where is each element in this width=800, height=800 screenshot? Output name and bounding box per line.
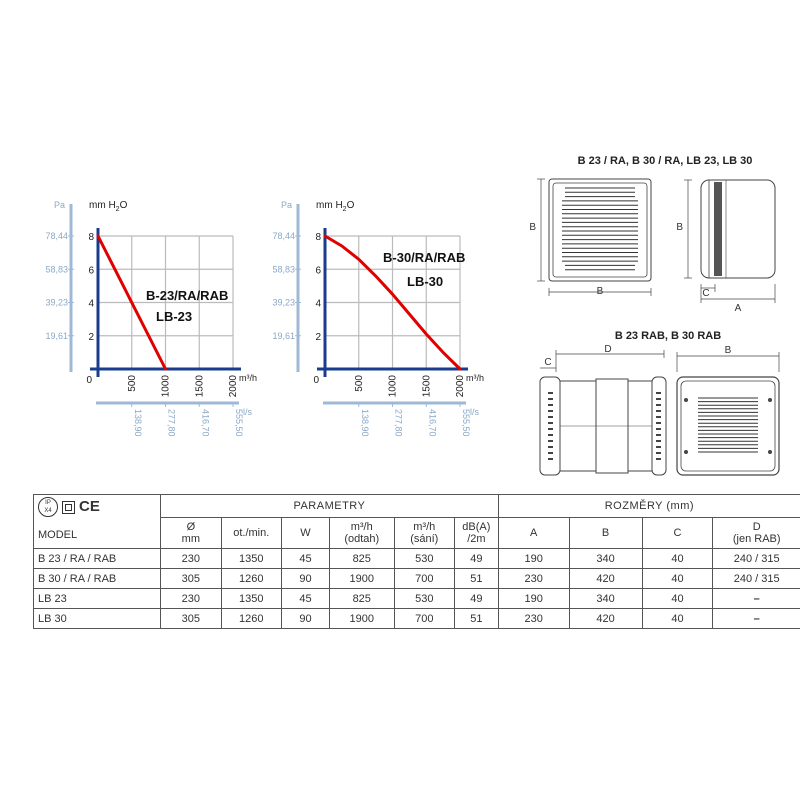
origin-label: 0	[313, 375, 319, 386]
vent-hole	[548, 398, 553, 400]
value-cell: –	[713, 589, 800, 609]
y-tick-label: 8	[315, 232, 321, 243]
y-tick-label: 2	[88, 331, 94, 343]
ls-tick-label: 277,80	[393, 409, 404, 437]
column-header: m³/h (sání)	[394, 518, 454, 549]
ls-tick-label: 138,90	[359, 409, 370, 437]
vent-hole	[548, 446, 553, 448]
vent-hole	[656, 416, 661, 418]
pa-tick-label: 58,83	[45, 264, 68, 275]
x-tick-label: 2000	[228, 375, 239, 398]
ls-tick-label: 555,50	[234, 409, 244, 437]
value-cell: 45	[282, 549, 330, 569]
model-cell: LB 30	[34, 609, 161, 629]
table-row	[34, 569, 800, 589]
curve-label: B-23/RA/RAB	[146, 288, 229, 303]
ls-tick-label: 555,50	[461, 409, 471, 437]
pa-tick-label: 58,83	[272, 264, 295, 275]
value-cell: 90	[282, 569, 330, 589]
double-insulation-icon	[62, 501, 75, 514]
dim-label-b: B	[529, 222, 536, 233]
value-cell: 240 / 315	[713, 569, 800, 589]
rab-side-view-drawing	[540, 350, 666, 475]
y-tick-label: 4	[88, 298, 94, 310]
value-cell: 530	[394, 549, 454, 569]
value-cell: 230	[498, 609, 569, 629]
x-tick-label: 500	[353, 375, 365, 392]
vent-hole	[656, 392, 661, 394]
dim-label-b: B	[724, 345, 732, 356]
certification-cell	[34, 495, 161, 549]
vent-hole	[548, 422, 553, 424]
column-header: A	[498, 518, 569, 549]
vent-hole	[548, 404, 553, 406]
x-tick-label: 500	[126, 375, 138, 392]
table-row	[34, 589, 800, 609]
table-row	[34, 609, 800, 629]
value-cell: 49	[454, 549, 498, 569]
vent-hole	[656, 410, 661, 412]
table-header-group-row	[34, 495, 800, 518]
value-cell: 40	[642, 609, 713, 629]
bottom-drawing-title: B 23 RAB, B 30 RAB	[614, 330, 722, 342]
value-cell: 49	[454, 589, 498, 609]
model-cell: LB 23	[34, 589, 161, 609]
vent-hole	[656, 404, 661, 406]
x-unit-label: m³/h	[466, 373, 484, 383]
column-header: C	[642, 518, 713, 549]
top-drawing-title: B 23 / RA, B 30 / RA, LB 23, LB 30	[577, 155, 753, 167]
value-cell: 90	[282, 609, 330, 629]
x-tick-label: 2000	[455, 375, 466, 398]
x-tick-label: 1000	[387, 375, 399, 398]
value-cell: 700	[394, 569, 454, 589]
y-tick-label: 2	[315, 331, 321, 343]
value-cell: 305	[161, 569, 221, 589]
y-tick-label: 8	[88, 232, 94, 243]
curve-label: B-30/RA/RAB	[383, 250, 466, 265]
pa-axis-label: Pa	[53, 200, 65, 210]
pa-tick-label: 19,61	[272, 330, 295, 341]
dim-label-c: C	[702, 288, 710, 299]
vent-hole	[656, 422, 661, 424]
value-cell: 51	[454, 569, 498, 589]
dim-label-c: C	[544, 357, 552, 368]
value-cell: 340	[569, 589, 642, 609]
dim-label-b: B	[596, 286, 604, 297]
ls-unit-label: l/s	[243, 407, 252, 417]
value-cell: 51	[454, 609, 498, 629]
value-cell: 825	[329, 589, 394, 609]
value-cell: 190	[498, 589, 569, 609]
vent-hole	[548, 392, 553, 394]
vent-hole	[656, 446, 661, 448]
vent-hole	[548, 410, 553, 412]
spec-table	[33, 494, 800, 629]
ls-tick-label: 138,90	[132, 409, 143, 437]
x-tick-label: 1000	[160, 375, 172, 398]
rab-front-view-drawing	[677, 352, 779, 475]
ls-tick-label: 416,70	[200, 409, 211, 437]
dimensions-group-header: ROZMĚRY (mm)	[498, 495, 800, 518]
value-cell: 305	[161, 609, 221, 629]
column-header: B	[569, 518, 642, 549]
y-unit-label: mm $H_2O$	[89, 200, 128, 213]
column-header: ot./min.	[221, 518, 281, 549]
pa-axis-label: Pa	[280, 200, 292, 210]
x-unit-label: m³/h	[239, 373, 257, 383]
column-header: W	[282, 518, 330, 549]
ls-tick-label: 416,70	[427, 409, 438, 437]
value-cell: 530	[394, 589, 454, 609]
front-view-drawing	[537, 179, 651, 296]
value-cell: 1900	[329, 569, 394, 589]
value-cell: 1260	[221, 569, 281, 589]
vent-hole	[656, 458, 661, 460]
value-cell: 1350	[221, 549, 281, 569]
value-cell: 40	[642, 549, 713, 569]
value-cell: 420	[569, 569, 642, 589]
ce-mark-icon: CE	[79, 498, 100, 515]
column-header: dB(A) /2m	[454, 518, 498, 549]
ip-rating-icon: IP X4	[38, 497, 58, 517]
vent-hole	[548, 458, 553, 460]
pa-tick-label: 19,61	[45, 330, 68, 341]
value-cell: 1260	[221, 609, 281, 629]
vent-hole	[548, 434, 553, 436]
vent-hole	[656, 428, 661, 430]
vent-hole	[656, 452, 661, 454]
vent-hole	[548, 416, 553, 418]
value-cell: 230	[498, 569, 569, 589]
value-cell: 40	[642, 569, 713, 589]
value-cell: –	[713, 609, 800, 629]
column-header: m³/h (odtah)	[329, 518, 394, 549]
side-view-drawing	[684, 180, 775, 303]
vent-hole	[656, 440, 661, 442]
value-cell: 700	[394, 609, 454, 629]
pa-tick-label: 78,44	[272, 231, 295, 241]
model-cell: B 23 / RA / RAB	[34, 549, 161, 569]
vent-hole	[548, 440, 553, 442]
curve-label: LB-30	[407, 274, 444, 289]
vent-hole	[548, 428, 553, 430]
y-unit-label: mm $H_2O$	[316, 200, 355, 213]
value-cell: 45	[282, 589, 330, 609]
value-cell: 1350	[221, 589, 281, 609]
ls-unit-label: l/s	[470, 407, 479, 417]
model-column-header: MODEL	[38, 529, 78, 541]
dim-label-a: A	[734, 303, 742, 314]
value-cell: 40	[642, 589, 713, 609]
pa-tick-label: 39,23	[45, 297, 68, 308]
pa-tick-label: 78,44	[45, 231, 68, 241]
vent-hole	[548, 452, 553, 454]
ls-tick-label: 277,80	[166, 409, 177, 437]
value-cell: 230	[161, 589, 221, 609]
y-tick-label: 6	[315, 265, 321, 277]
dim-label-b: B	[676, 222, 683, 233]
value-cell: 420	[569, 609, 642, 629]
pa-tick-label: 39,23	[272, 297, 295, 308]
table-row	[34, 549, 800, 569]
model-cell: B 30 / RA / RAB	[34, 569, 161, 589]
origin-label: 0	[86, 375, 92, 386]
vent-hole	[656, 398, 661, 400]
parameters-group-header: PARAMETRY	[161, 495, 499, 518]
value-cell: 1900	[329, 609, 394, 629]
value-cell: 825	[329, 549, 394, 569]
value-cell: 340	[569, 549, 642, 569]
value-cell: 240 / 315	[713, 549, 800, 569]
y-tick-label: 4	[315, 298, 321, 310]
table-body	[34, 549, 800, 629]
value-cell: 230	[161, 549, 221, 569]
vent-hole	[656, 434, 661, 436]
column-header: D (jen RAB)	[713, 518, 800, 549]
y-tick-label: 6	[88, 265, 94, 277]
x-tick-label: 1500	[194, 375, 206, 398]
curve-label: LB-23	[156, 309, 193, 324]
x-tick-label: 1500	[421, 375, 433, 398]
column-header: Ø mm	[161, 518, 221, 549]
dim-label-d: D	[604, 344, 612, 355]
value-cell: 190	[498, 549, 569, 569]
